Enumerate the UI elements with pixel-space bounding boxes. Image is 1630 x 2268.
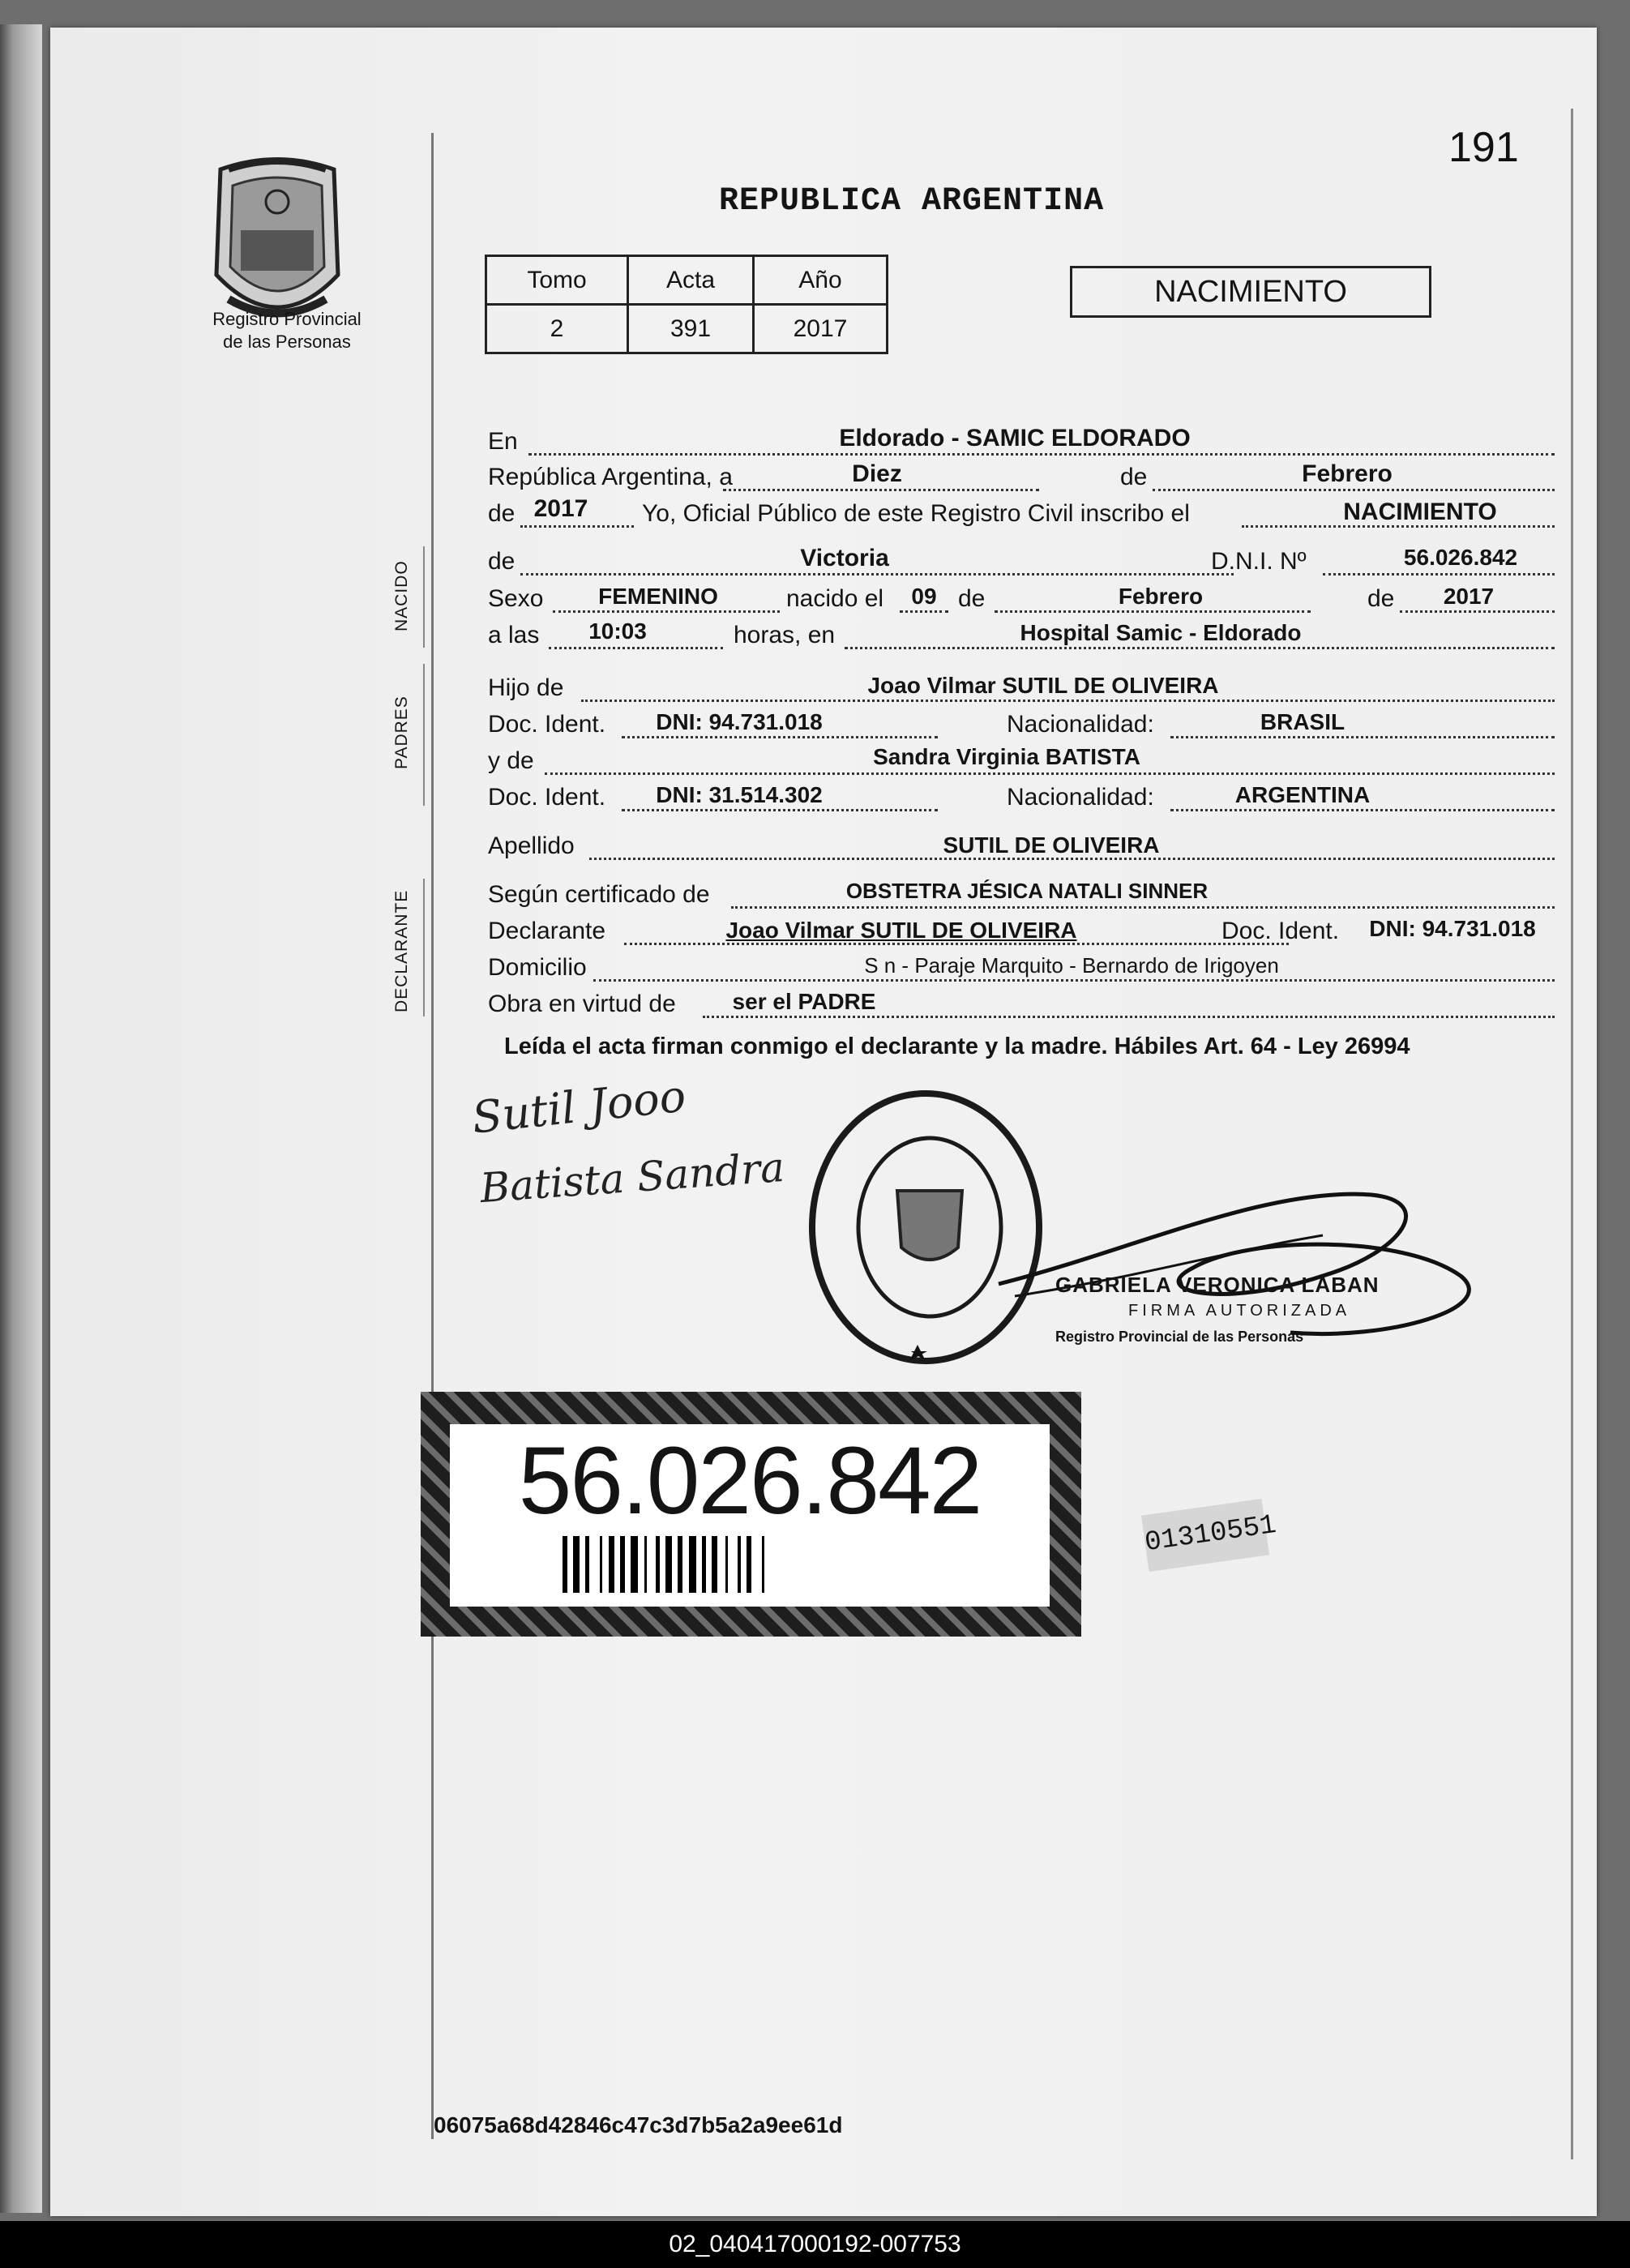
value-anio: 2017 — [533, 495, 588, 522]
row-sexo — [488, 579, 1597, 614]
value-anio: 2017 — [754, 305, 888, 353]
row-anio — [488, 494, 1597, 529]
logo-caption-line1: Registro Provincial — [212, 309, 362, 329]
barcode-bar — [600, 1536, 602, 1593]
page-number: 191 — [1448, 124, 1519, 171]
barcode-bar — [563, 1536, 567, 1593]
nacido-bracket — [423, 546, 425, 648]
facing-page-edge — [0, 24, 42, 2213]
row-madre-doc — [488, 777, 1597, 813]
label-a-las: a las — [488, 622, 540, 648]
barcode-bar — [656, 1536, 660, 1593]
row-apellido — [488, 826, 1597, 862]
barcode-bar — [702, 1536, 706, 1593]
barcode-bar — [678, 1536, 682, 1593]
label-de3: de — [488, 548, 516, 575]
closing-statement: Leída el acta firman conmigo el declarante y la madre. Hábiles Art. 64 - Ley 26994 — [504, 1033, 1410, 1059]
value-padre-nac: BRASIL — [1260, 709, 1345, 734]
label-nacionalidad-2: Nacionalidad: — [1007, 784, 1154, 811]
logo-caption-line2: de las Personas — [223, 332, 351, 352]
row-madre — [488, 741, 1597, 777]
value-dni: 56.026.842 — [1403, 545, 1518, 570]
footer-filename: 02_040417000192-007753 — [669, 2231, 961, 2257]
act-type-box: NACIMIENTO — [1070, 266, 1431, 318]
padres-bracket — [423, 664, 425, 806]
right-margin-rule — [1571, 109, 1573, 2159]
header-acta: Acta — [628, 256, 754, 305]
label-nacido-el: nacido el — [786, 585, 884, 612]
value-madre: Sandra Virginia BATISTA — [873, 744, 1140, 769]
label-horas-en: horas, en — [734, 622, 836, 648]
value-acta: 391 — [628, 305, 754, 353]
label-domicilio: Domicilio — [488, 954, 587, 981]
barcode-bar — [585, 1536, 589, 1593]
value-madre-doc: DNI: 31.514.302 — [656, 782, 823, 807]
label-apellido: Apellido — [488, 832, 575, 859]
value-certificado: OBSTETRA JÉSICA NATALI SINNER — [845, 879, 1209, 903]
label-declarante: Declarante — [488, 918, 606, 944]
barcode-bar — [665, 1536, 672, 1593]
value-nacido-dia: 09 — [911, 584, 937, 609]
label-de4: de — [958, 585, 986, 612]
side-label-declarante: DECLARANTE — [392, 889, 411, 1012]
official-office: Registro Provincial de las Personas — [1055, 1329, 1304, 1345]
value-en: Eldorado - SAMIC ELDORADO — [839, 425, 1191, 451]
margin-rule — [431, 133, 434, 2139]
dni-security-sticker — [421, 1392, 1081, 1637]
value-padre-doc: DNI: 94.731.018 — [656, 709, 823, 734]
label-en: En — [488, 428, 518, 455]
barcode-bar — [631, 1536, 638, 1593]
row-obra — [488, 984, 1597, 1020]
row-hora — [488, 615, 1597, 651]
label-doc-ident: Doc. Ident. — [488, 711, 606, 738]
value-sexo: FEMENINO — [598, 584, 718, 609]
label-dni: D.N.I. Nº — [1211, 548, 1307, 575]
label-sexo: Sexo — [488, 585, 544, 612]
value-nombre: Victoria — [800, 545, 889, 571]
row-padre-doc — [488, 704, 1597, 740]
header-tomo: Tomo — [486, 256, 628, 305]
header-anio: Año — [754, 256, 888, 305]
signature-declarante: Sutil Jooo — [469, 1070, 688, 1144]
label-y-de: y de — [488, 747, 534, 774]
value-madre-nac: ARGENTINA — [1234, 782, 1371, 807]
value-lugar: Hospital Samic - Eldorado — [1020, 620, 1302, 645]
value-declarante-doc: DNI: 94.731.018 — [1369, 916, 1536, 941]
row-domicilio — [488, 948, 1597, 983]
value-dia: Diez — [852, 460, 902, 487]
value-hora: 10:03 — [588, 618, 647, 644]
row-en — [488, 422, 1597, 457]
row-nombre — [488, 541, 1597, 577]
barcode-bar — [573, 1536, 580, 1593]
label-de5: de — [1367, 585, 1395, 612]
label-nacionalidad: Nacionalidad: — [1007, 711, 1154, 738]
value-domicilio: S n - Paraje Marquito - Bernardo de Irigoyen — [864, 953, 1279, 978]
barcode-bar — [609, 1536, 614, 1593]
label-certificado: Según certificado de — [488, 881, 710, 908]
document-page — [50, 28, 1597, 2216]
signature-madre: Batista Sandra — [478, 1143, 786, 1213]
side-label-nacido: NACIDO — [392, 560, 411, 631]
footer-bar — [0, 2221, 1630, 2268]
value-nacido-anio: 2017 — [1443, 584, 1495, 609]
value-nacido-mes: Febrero — [1118, 584, 1204, 609]
label-de2: de — [488, 500, 516, 527]
label-yo: Yo, Oficial Público de este Registro Civil inscribo el — [642, 500, 1190, 527]
official-name: GABRIELA VERONICA LABAN — [1055, 1273, 1380, 1297]
row-declarante — [488, 911, 1597, 947]
barcode-bar — [725, 1536, 728, 1593]
barcode-bar — [620, 1536, 625, 1593]
row-fecha — [488, 457, 1597, 493]
barcode-bar — [738, 1536, 741, 1593]
label-de: de — [1120, 464, 1148, 490]
serial-label: 01310551 — [1141, 1499, 1269, 1572]
barcode-icon — [563, 1536, 939, 1593]
label-republica: República Argentina, a — [488, 464, 733, 490]
document-title: REPUBLICA ARGENTINA — [719, 183, 1105, 220]
value-inscribo: NACIMIENTO — [1343, 499, 1497, 525]
label-hijo-de: Hijo de — [488, 674, 564, 701]
side-label-padres: PADRES — [392, 695, 411, 769]
value-tomo: 2 — [486, 305, 628, 353]
official-role: FIRMA AUTORIZADA — [1128, 1302, 1351, 1320]
value-apellido: SUTIL DE OLIVEIRA — [943, 832, 1160, 858]
barcode-bar — [644, 1536, 647, 1593]
value-declarante: Joao Vilmar SUTIL DE OLIVEIRA — [725, 918, 1077, 943]
row-certificado — [488, 875, 1597, 910]
barcode-bar — [712, 1536, 717, 1593]
value-padre: Joao Vilmar SUTIL DE OLIVEIRA — [867, 673, 1219, 698]
official-block — [1055, 1272, 1380, 1350]
barcode-bar — [747, 1536, 751, 1593]
value-obra: ser el PADRE — [732, 989, 876, 1014]
sticker-number: 56.026.842 — [518, 1427, 982, 1534]
barcode-bar — [689, 1536, 696, 1593]
label-decl-doc: Doc. Ident. — [1221, 918, 1340, 944]
logo-caption — [182, 308, 392, 353]
label-obra: Obra en virtud de — [488, 991, 676, 1017]
declarante-bracket — [423, 879, 425, 1016]
label-doc-ident-2: Doc. Ident. — [488, 784, 606, 811]
value-mes: Febrero — [1302, 460, 1393, 487]
document-hash: 06075a68d42846c47c3d7b5a2a9ee61d — [434, 2112, 843, 2137]
registry-table — [485, 255, 888, 354]
barcode-bar — [762, 1536, 764, 1593]
row-padre — [488, 668, 1597, 704]
